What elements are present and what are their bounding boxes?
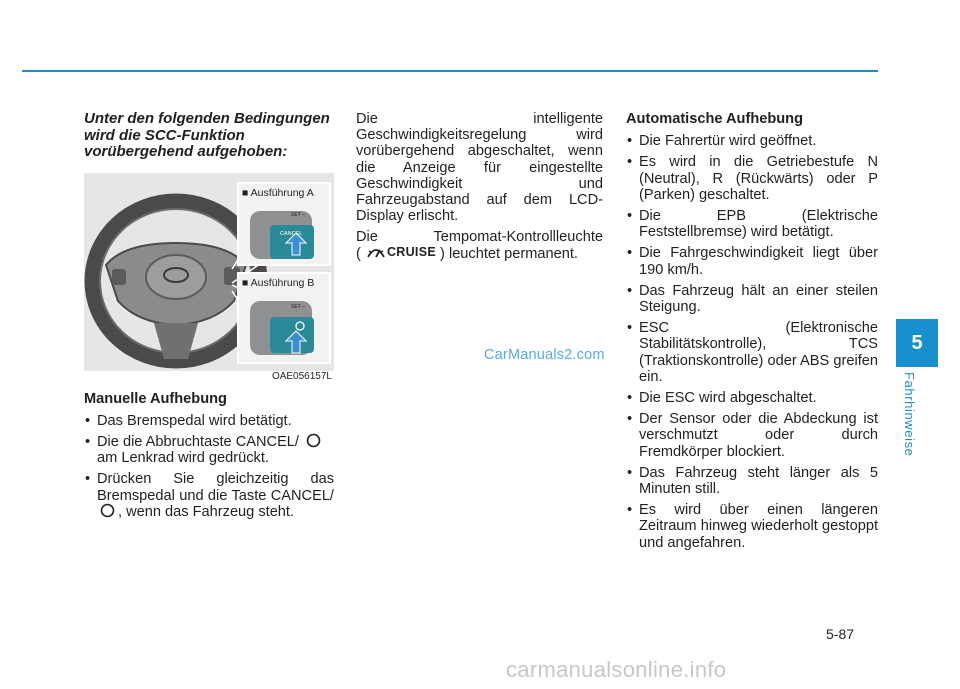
list-item: • Das Fahrzeug steht länger als 5 Minuten still. xyxy=(626,465,878,497)
column-middle xyxy=(356,111,603,267)
figure-label-b: ■ Ausführung B xyxy=(242,276,315,289)
automatic-heading: Automatische Aufhebung xyxy=(626,111,804,127)
middle-paragraph-2-line2: ( CRUISE ) leuchtet permanent. xyxy=(356,245,578,262)
chapter-name: Fahrhinweise xyxy=(902,372,917,457)
figure-set-label-b: SET – xyxy=(291,303,305,310)
circle-icon xyxy=(306,433,321,448)
middle-paragraph-1: Die intelligente Geschwindigkeitsregelung wird vorübergehend abgeschaltet, wenn die Anzeige für eingestellte Geschwindigkeit und Fahrzeugabstand auf dem LCD-Display erlischt. xyxy=(356,111,603,225)
list-item: • Der Sensor oder die Abdeckung ist verschmutzt oder durch Fremdkörper blockiert. xyxy=(626,411,878,460)
cruise-indicator-icon: CRUISE xyxy=(365,244,436,260)
list-item: • Es wird über einen längeren Zeitraum hinweg wiederholt gestoppt und angefahren. xyxy=(626,502,878,551)
intro-heading: Unter den folgenden Bedingungen wird die SCC-Funktion vorübergehend aufgehoben: xyxy=(84,110,330,160)
watermark: CarManuals2.com xyxy=(484,347,605,363)
steering-wheel-figure xyxy=(84,173,334,383)
list-item: • Die Fahrgeschwindigkeit liegt über 190 km/h. xyxy=(626,245,878,277)
figure-set-label-a: SET – xyxy=(291,211,305,218)
page-number: 5-87 xyxy=(826,626,855,642)
middle-paragraph-2-line1: Die Tempomat-Kontrollleuchte xyxy=(356,229,603,246)
footer-watermark: carmanualsonline.info xyxy=(506,657,727,682)
list-item: • Drücken Sie gleichzeitig das Bremspedal und die Taste CANCEL/ , wenn das Fahrzeug steht. xyxy=(84,471,334,520)
list-item: • Die ESC wird abgeschaltet. xyxy=(626,390,878,406)
list-item: • ESC (Elektronische Stabilitätskontrolle), TCS (Traktionskontrolle) oder ABS greifen ein. xyxy=(626,320,878,385)
circle-icon xyxy=(100,503,115,518)
list-item: • Das Fahrzeug hält an einer steilen Steigung. xyxy=(626,283,878,315)
column-right xyxy=(626,111,878,556)
manual-heading: Manuelle Aufhebung xyxy=(84,390,227,407)
figure-code: OAE056157L xyxy=(271,371,332,383)
chapter-tab: 5 xyxy=(896,319,938,367)
figure-label-a: ■ Ausführung A xyxy=(242,186,314,199)
manual-list xyxy=(84,413,334,520)
list-item: • Das Bremspedal wird betätigt. xyxy=(84,413,334,429)
list-item: • Es wird in die Getriebestufe N (Neutral), R (Rückwärts) oder P (Parken) geschaltet. xyxy=(626,154,878,203)
list-item: • Die Fahrertür wird geöffnet. xyxy=(626,133,878,149)
list-item: • Die EPB (Elektrische Feststellbremse) wird betätigt. xyxy=(626,208,878,240)
steering-wheel-illustration xyxy=(84,173,334,371)
header-rule xyxy=(22,70,878,72)
list-item: • Die die Abbruchtaste CANCEL/ am Lenkrad wird gedrückt. xyxy=(84,434,334,466)
column-left xyxy=(84,111,334,525)
automatic-list xyxy=(626,133,878,551)
figure-cancel-label: CANCEL xyxy=(280,230,303,237)
